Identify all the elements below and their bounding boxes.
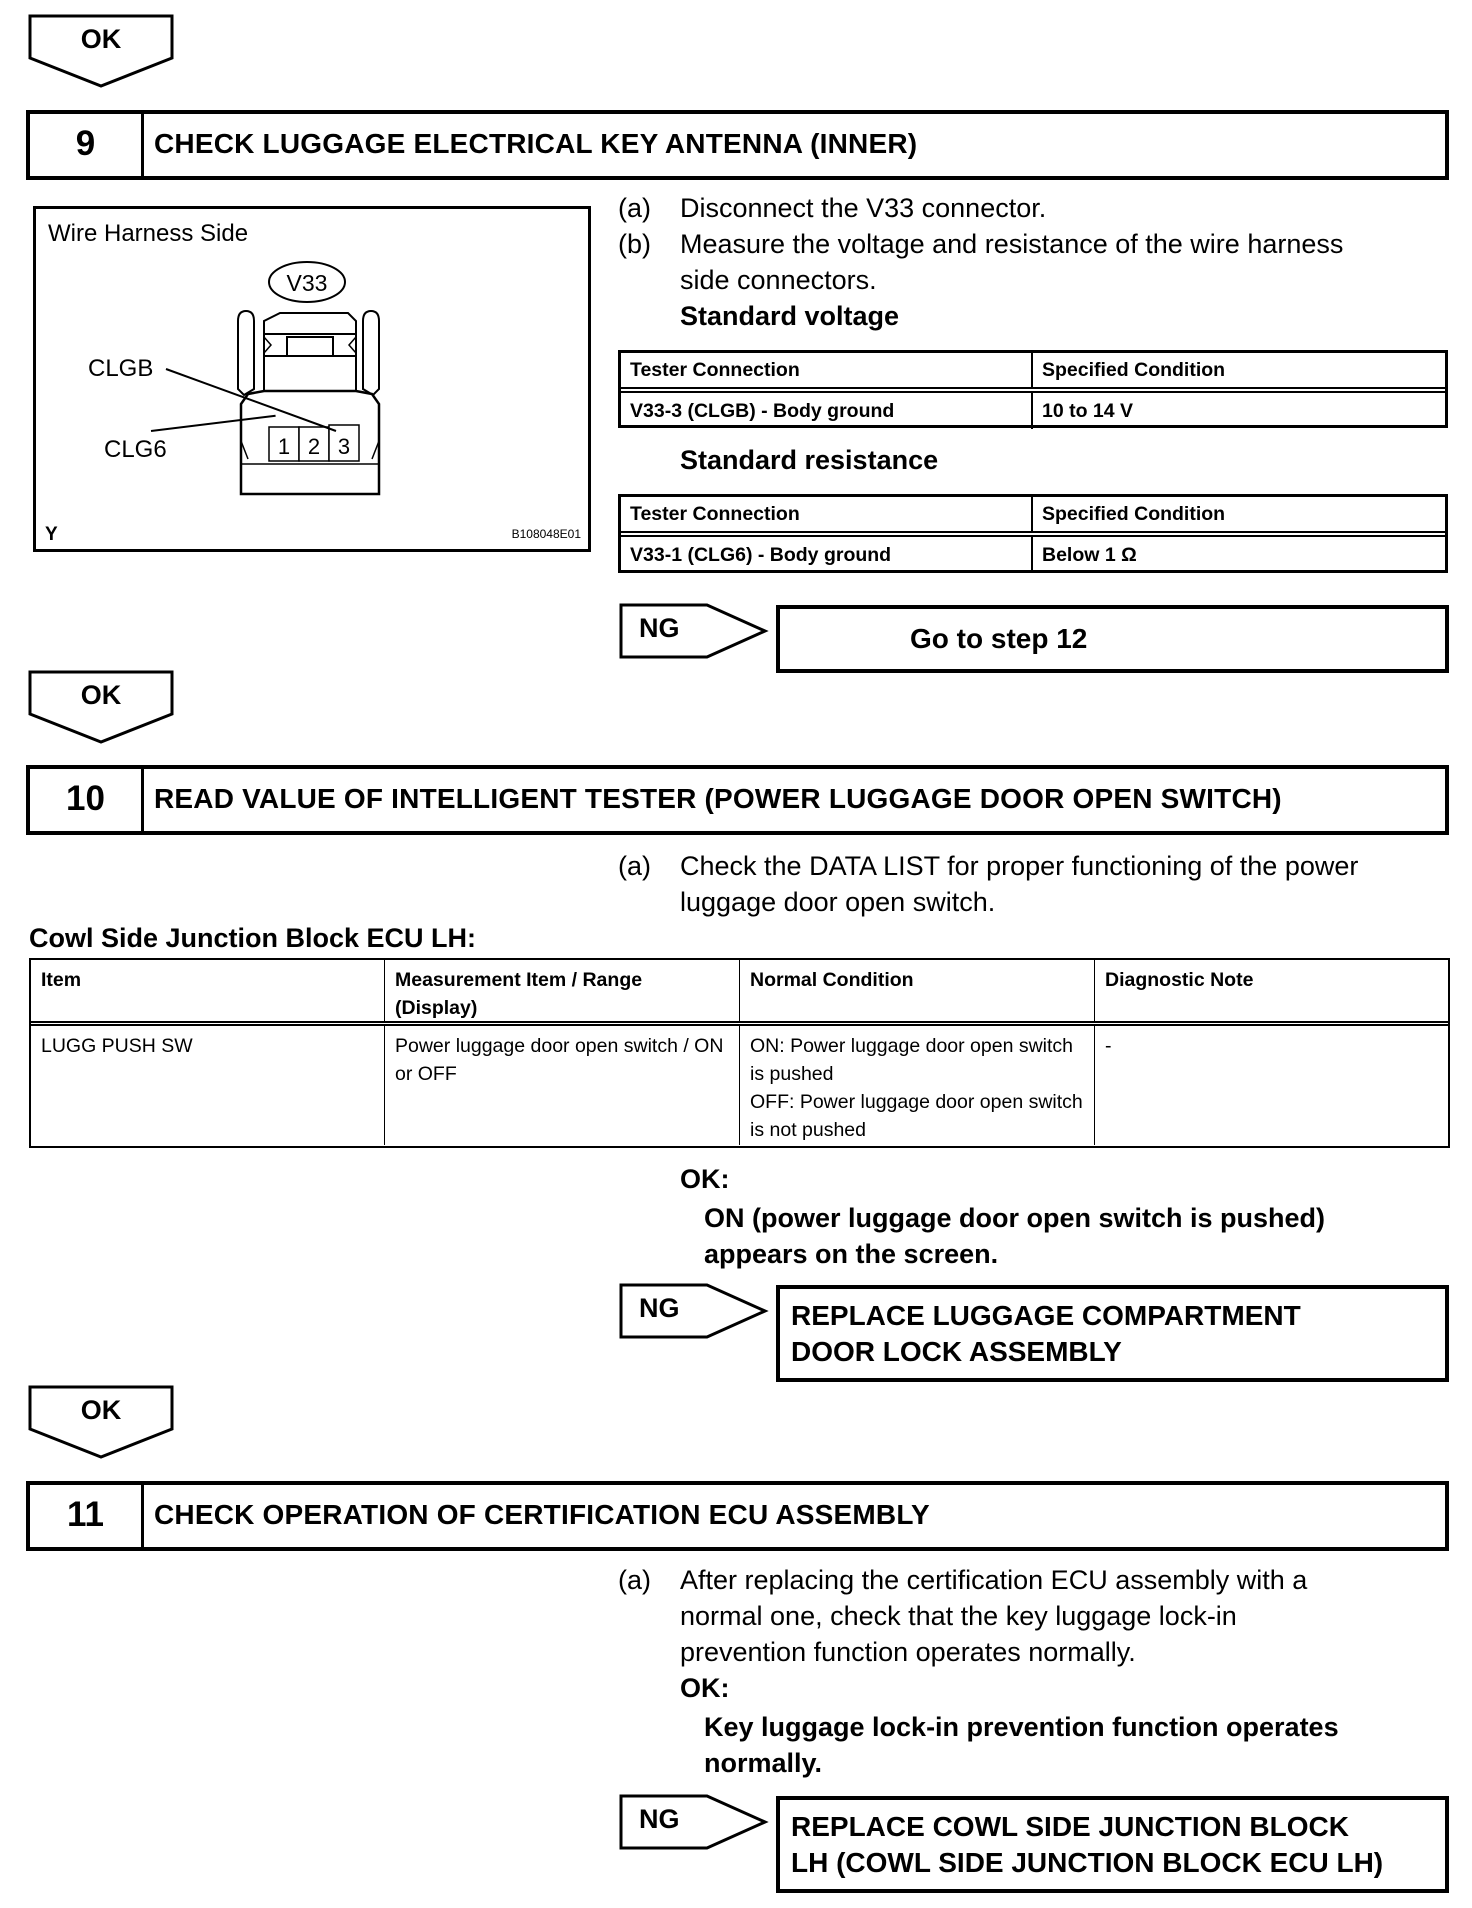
standard-voltage-heading: Standard voltage: [680, 301, 900, 331]
callout-clgb: CLGB: [88, 355, 154, 382]
ok-criteria-heading: OK:: [680, 1164, 730, 1194]
ng-flow-arrow-2: [619, 1283, 769, 1339]
step-11-instructions: [618, 1562, 1458, 1670]
result-text: REPLACE COWL SIDE JUNCTION BLOCK: [791, 1811, 1349, 1842]
step-number: 10: [30, 769, 144, 831]
ok-criteria-line: normally.: [704, 1748, 823, 1778]
ng-result-go-to-step-12[interactable]: [776, 605, 1449, 673]
step-9-header: [26, 110, 1449, 180]
instruction-label: (a): [618, 851, 651, 881]
resistance-table: [618, 494, 1448, 573]
step-title: CHECK LUGGAGE ELECTRICAL KEY ANTENNA (INNER): [154, 128, 918, 159]
figure-code: B108048E01: [511, 527, 581, 541]
instruction-text: After replacing the certification ECU assembly with a: [680, 1565, 1308, 1595]
diagnostic-note-cell: -: [1105, 1035, 1112, 1057]
ok-flow-arrow-1: [28, 14, 174, 88]
result-text: LH (COWL SIDE JUNCTION BLOCK ECU LH): [791, 1847, 1384, 1878]
step-number: 9: [30, 114, 144, 176]
wire-harness-diagram: [33, 206, 591, 552]
step-10-instructions: [618, 848, 1458, 920]
step-10-header: [26, 765, 1449, 835]
measurement-cell: Power luggage door open switch / ON or OFF: [385, 1026, 740, 1145]
ok-criteria-line: Key luggage lock-in prevention function operates: [704, 1712, 1339, 1742]
ng-label: NG: [639, 1804, 680, 1834]
step-9-instructions: [618, 190, 1458, 295]
connector-id: V33: [286, 270, 328, 296]
standard-resistance-heading: Standard resistance: [680, 445, 939, 475]
instruction-text: luggage door open switch.: [680, 887, 996, 917]
callout-clg6: CLG6: [104, 436, 167, 463]
pin-3: 3: [337, 434, 351, 459]
instruction-text: prevention function operates normally.: [680, 1637, 1136, 1667]
column-header-normal-condition: Normal Condition: [740, 960, 1095, 1021]
result-text: REPLACE LUGGAGE COMPARTMENT: [791, 1300, 1301, 1331]
table-header-row: [621, 497, 1445, 537]
column-header-measurement: Measurement Item / Range (Display): [385, 960, 740, 1021]
ok-flow-arrow-3: [28, 1385, 174, 1459]
specified-condition: Below 1 Ω: [1042, 543, 1137, 566]
column-header-item: Item: [31, 960, 385, 1021]
ng-result-replace-luggage-lock[interactable]: [776, 1285, 1449, 1382]
step-11-header: [26, 1481, 1449, 1551]
ok-criteria-text: [704, 1709, 1339, 1781]
table-row: [621, 393, 1445, 429]
data-list-table: [29, 958, 1450, 1148]
pin-1: 1: [277, 434, 291, 459]
result-text: Go to step 12: [910, 623, 1088, 654]
specified-condition: 10 to 14 V: [1042, 399, 1134, 422]
ok-label: OK: [80, 680, 122, 710]
ok-label: OK: [80, 1395, 122, 1425]
ng-flow-arrow-3: [619, 1794, 769, 1850]
ng-flow-arrow-1: [619, 603, 769, 659]
result-text: DOOR LOCK ASSEMBLY: [791, 1336, 1122, 1367]
ok-criteria-line: ON (power luggage door open switch is pushed): [704, 1203, 1326, 1233]
instruction-label: (b): [618, 229, 651, 259]
step-title: CHECK OPERATION OF CERTIFICATION ECU ASSEMBLY: [154, 1499, 930, 1530]
ng-label: NG: [639, 613, 680, 643]
ng-label: NG: [639, 1293, 680, 1323]
condition-on: ON: Power luggage door open switch is pushed: [750, 1035, 1074, 1085]
data-table-caption: Cowl Side Junction Block ECU LH:: [29, 923, 477, 953]
tester-connection: V33-3 (CLGB) - Body ground: [621, 393, 1033, 429]
instruction-text: Check the DATA LIST for proper functioning of the power: [680, 851, 1359, 881]
instruction-text: Disconnect the V33 connector.: [680, 193, 1047, 223]
ok-criteria-line: appears on the screen.: [704, 1239, 999, 1269]
voltage-table: [618, 350, 1448, 428]
instruction-label: (a): [618, 1565, 651, 1595]
table-row: [621, 537, 1445, 573]
column-header: Tester Connection: [621, 353, 1033, 387]
column-header: Tester Connection: [621, 497, 1033, 531]
condition-off: OFF: Power luggage door open switch is not pushed: [750, 1091, 1083, 1141]
corner-mark: Y: [45, 524, 58, 545]
column-header: Specified Condition: [1042, 502, 1226, 525]
ng-result-replace-cowl-junction-block[interactable]: [776, 1796, 1449, 1893]
item-cell: LUGG PUSH SW: [31, 1026, 385, 1145]
instruction-text: side connectors.: [680, 265, 877, 295]
connector-diagram-icon: [36, 209, 588, 549]
table-row: [31, 1026, 1448, 1145]
ok-criteria-text: [704, 1200, 1325, 1272]
column-header: Specified Condition: [1042, 358, 1226, 381]
normal-condition-cell: [740, 1026, 1095, 1145]
tester-connection: V33-1 (CLG6) - Body ground: [621, 537, 1033, 573]
instruction-label: (a): [618, 193, 651, 223]
ok-flow-arrow-2: [28, 670, 174, 744]
step-number: 11: [30, 1485, 144, 1547]
table-header-row: [621, 353, 1445, 393]
diagram-caption: Wire Harness Side: [48, 220, 249, 247]
instruction-text: Measure the voltage and resistance of the wire harness: [680, 229, 1344, 259]
ok-label: OK: [80, 24, 122, 54]
column-header-diagnostic-note: Diagnostic Note: [1105, 969, 1254, 991]
ok-criteria-heading: OK:: [680, 1673, 730, 1703]
instruction-text: normal one, check that the key luggage lock-in: [680, 1601, 1237, 1631]
step-title: READ VALUE OF INTELLIGENT TESTER (POWER LUGGAGE DOOR OPEN SWITCH): [154, 783, 1282, 814]
table-header-row: [31, 960, 1448, 1026]
pin-2: 2: [307, 434, 321, 459]
